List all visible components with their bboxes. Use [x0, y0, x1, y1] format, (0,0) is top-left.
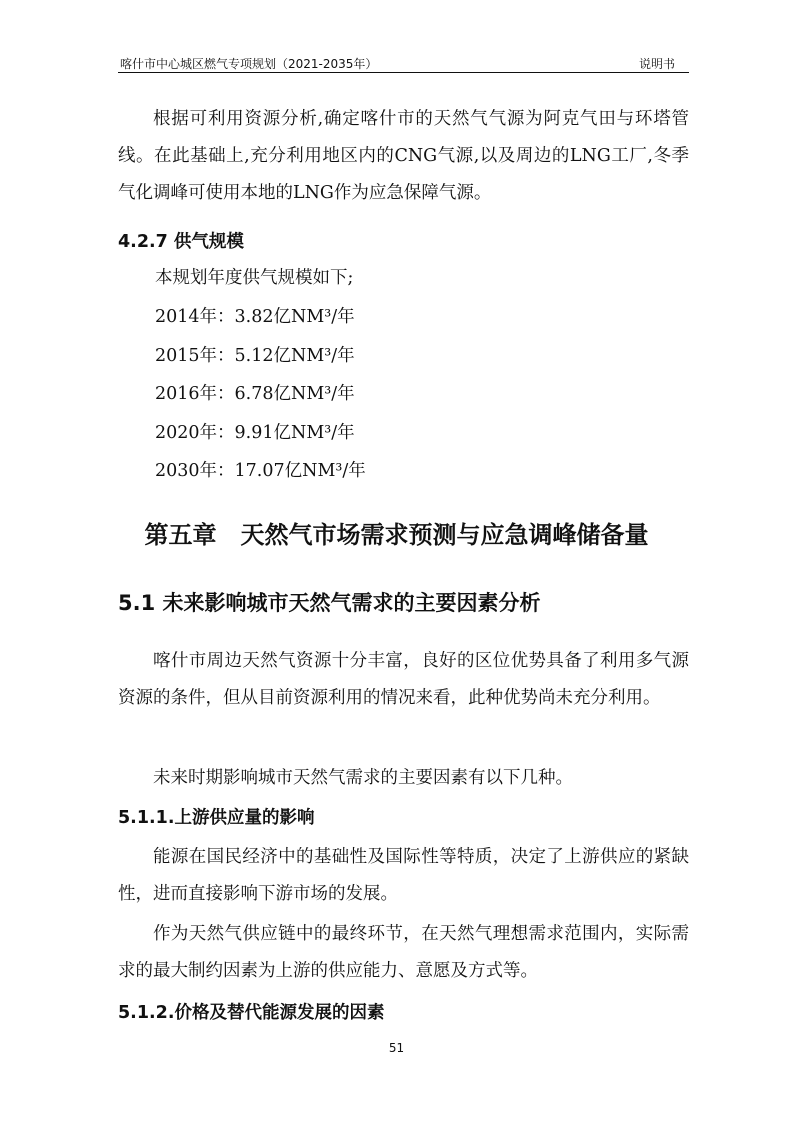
paragraph-gas-source: 根据可利用资源分析,确定喀什市的天然气气源为阿克气田与环塔管线。在此基础上,充分利用地区内的CNG气源,以及周边的LNG工厂,冬季气化调峰可使用本地的LNG作为应急保障气源。	[118, 109, 689, 203]
header-doc-type: 说明书	[638, 57, 675, 71]
section-heading-5-1-1: 5.1.1.上游供应量的影响	[118, 808, 315, 828]
section-heading-5-1: 5.1 未来影响城市天然气需求的主要因素分析	[118, 591, 541, 615]
chapter-title: 第五章 天然气市场需求预测与应急调峰储备量	[144, 521, 649, 549]
paragraph-upstream-2: 作为天然气供应链中的最终环节，在天然气理想需求范围内，实际需求的最大制约因素为上游的供应能力、意愿及方式等。	[118, 924, 689, 981]
page-number: 51	[388, 1041, 405, 1055]
section-heading-4-2-7: 4.2.7 供气规模	[118, 232, 244, 252]
header-rule	[118, 72, 689, 73]
paragraph-factors-intro: 未来时期影响城市天然气需求的主要因素有以下几种。	[153, 768, 573, 788]
header-title: 喀什市中心城区燃气专项规划（2021-2035年）	[120, 57, 378, 71]
list-item: 2015年：5.12亿NM³/年	[155, 346, 355, 366]
list-item: 2020年：9.91亿NM³/年	[155, 423, 355, 443]
list-item: 2016年：6.78亿NM³/年	[155, 384, 355, 404]
section-heading-5-1-2: 5.1.2.价格及替代能源发展的因素	[118, 1003, 385, 1023]
supply-intro: 本规划年度供气规模如下;	[155, 268, 354, 288]
list-item: 2030年：17.07亿NM³/年	[155, 461, 366, 481]
paragraph-upstream-1: 能源在国民经济中的基础性及国际性等特质，决定了上游供应的紧缺性，进而直接影响下游市场的发展。	[118, 847, 689, 904]
list-item: 2014年：3.82亿NM³/年	[155, 307, 355, 327]
paragraph-resources: 喀什市周边天然气资源十分丰富，良好的区位优势具备了利用多气源资源的条件，但从目前资源利用的情况来看，此种优势尚未充分利用。	[118, 651, 689, 708]
